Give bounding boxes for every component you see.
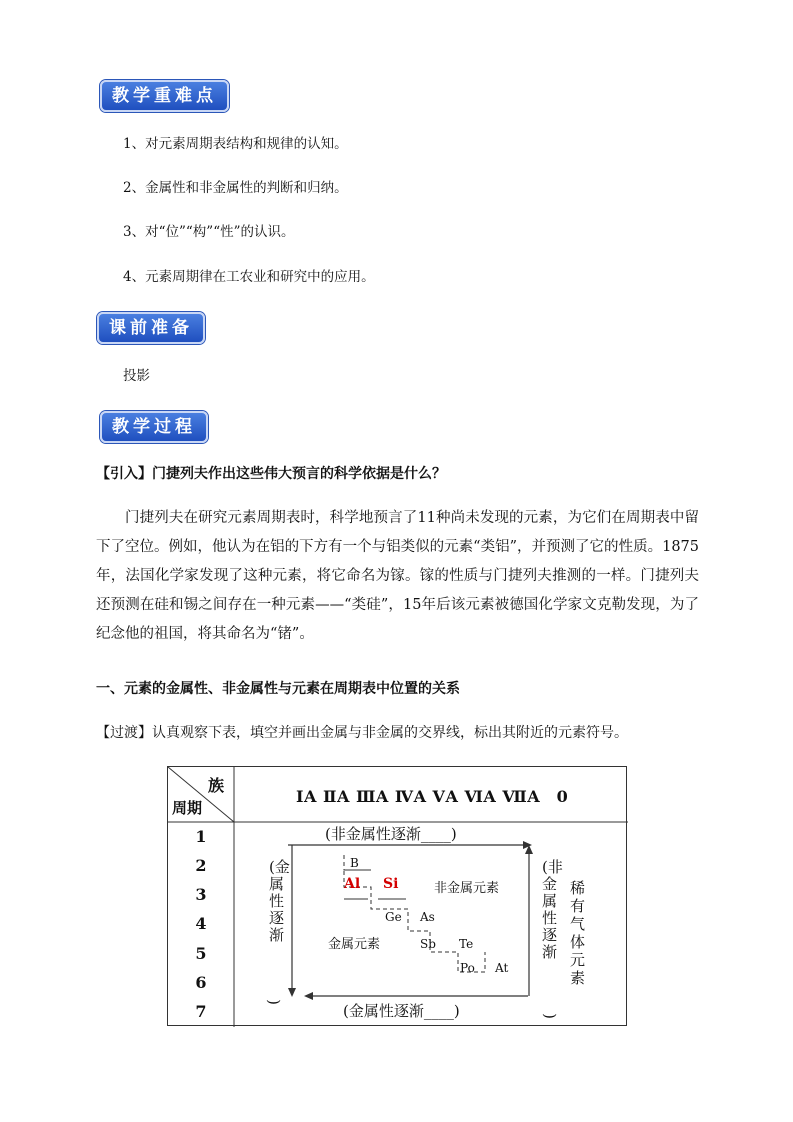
nonmetal-region-label: 非金属元素 — [434, 881, 500, 896]
noble-gas-label: 稀有气体元素 — [570, 879, 586, 987]
period-1: 1 — [195, 827, 207, 846]
period-3: 3 — [195, 885, 207, 904]
period-5: 5 — [195, 944, 207, 963]
key-point-3: 3、对“位”“构”“性”的认识。 — [123, 224, 295, 240]
transition-text: 【过渡】认真观察下表，填空并画出金属与非金属的交界线，标出其附近的元素符号。 — [96, 725, 628, 741]
element-al: Al — [344, 876, 361, 892]
element-as: As — [420, 910, 435, 924]
middle-vertical-label: (非金属性逐渐 — [542, 858, 563, 961]
group-header: ⅠA ⅡA ⅢA ⅣA ⅤA ⅥA ⅦA 0 — [296, 787, 569, 806]
period-6: 6 — [195, 973, 207, 992]
section-badge-preparation: 课前准备 — [97, 312, 205, 344]
element-b: B — [350, 856, 359, 870]
middle-paren-close: ) — [540, 1013, 559, 1019]
periodic-trend-table — [167, 766, 627, 1026]
left-paren-close: ) — [264, 999, 283, 1005]
element-at: At — [495, 961, 509, 975]
metal-region-label: 金属元素 — [328, 937, 381, 952]
element-po: Po — [460, 961, 475, 975]
period-2: 2 — [195, 856, 207, 875]
intro-paragraph: 门捷列夫在研究元素周期表时，科学地预言了11种尚未发现的元素，为它们在周期表中留下了空位。例如，他认为在铝的下方有一个与铝类似的元素“类铝”，并预测了它的性质。1875年，法国化学家发现了这种元素，将它命名为镓。镓的性质与门捷列夫推测的一样。门捷列夫还预测在硅和锡之间存在一种元素——“类硅”，15年后该元素被德国化学家文克勒发现，为了纪念他的祖国，将其命名为“锗”。 — [96, 510, 699, 642]
corner-group-label: 族 — [208, 776, 225, 795]
section-badge-key-points: 教学重难点 — [100, 80, 229, 112]
element-ge: Ge — [385, 910, 402, 924]
left-vertical-label: (金属性逐渐 — [269, 858, 290, 944]
key-point-4: 4、元素周期律在工农业和研究中的应用。 — [123, 269, 375, 285]
element-si: Si — [383, 876, 399, 892]
element-te: Te — [459, 937, 474, 951]
key-point-2: 2、金属性和非金属性的判断和归纳。 — [123, 180, 348, 196]
section-one-heading: 一、元素的金属性、非金属性与元素在周期表中位置的关系 — [96, 681, 460, 697]
period-4: 4 — [195, 914, 207, 933]
section-badge-process: 教学过程 — [100, 411, 208, 443]
top-arrow-label: (非金属性逐渐____) — [325, 825, 457, 843]
element-sb: Sb — [420, 937, 436, 951]
intro-heading: 【引入】门捷列夫作出这些伟大预言的科学依据是什么？ — [96, 466, 446, 482]
preparation-text: 投影 — [123, 368, 150, 384]
corner-period-label: 周期 — [172, 799, 203, 817]
period-7: 7 — [195, 1002, 207, 1021]
bottom-arrow-label: (金属性逐渐____) — [343, 1002, 460, 1020]
key-point-1: 1、对元素周期表结构和规律的认知。 — [123, 136, 348, 152]
